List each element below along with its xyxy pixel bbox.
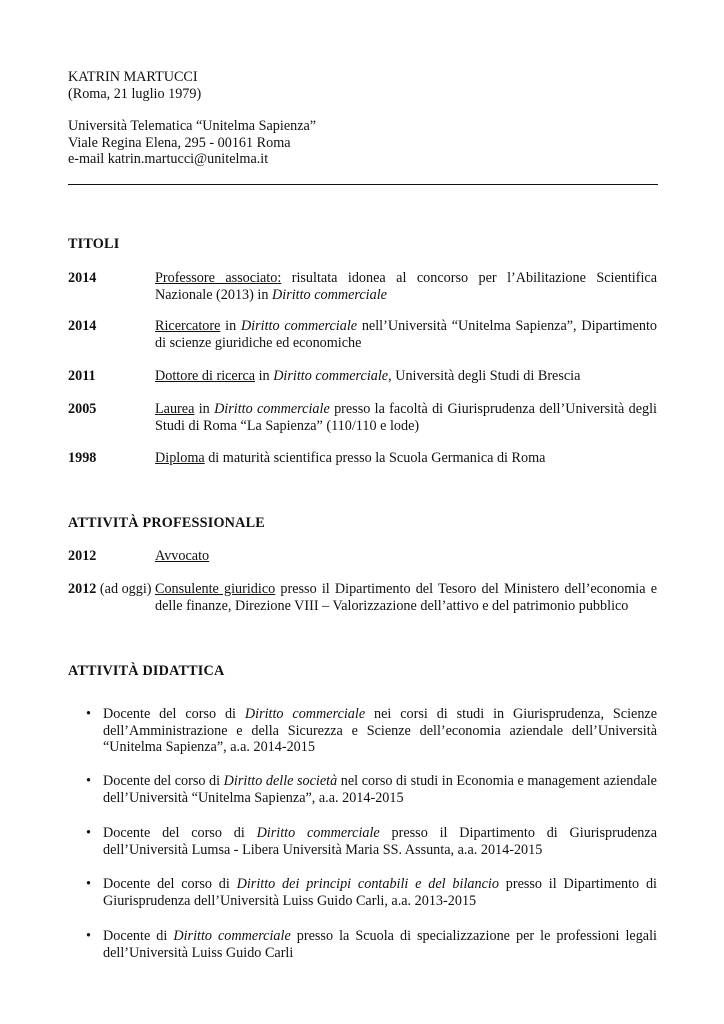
entry-description: Dottore di ricerca in Diritto commerciale, Università degli Studi di Brescia xyxy=(155,368,581,384)
entry-year-note: (ad oggi) xyxy=(96,581,152,597)
bullet-icon: • xyxy=(86,928,91,944)
entry-subject: Diritto commerciale xyxy=(272,286,387,303)
teaching-item-text: Docente del corso di Diritto dei principi contabili e del bilancio presso il Dipartimento di Giurisprudenza dell’Università Luiss Guido Carli, a.a. 2013-2015 xyxy=(103,876,657,909)
professional-entry xyxy=(68,581,657,614)
titoli-entry xyxy=(68,450,657,467)
course-name: Diritto commerciale xyxy=(244,706,366,722)
section-title-attivita-professionale: ATTIVITÀ PROFESSIONALE xyxy=(68,515,265,531)
course-name: Diritto commerciale xyxy=(173,928,291,944)
course-name: Diritto dei principi contabili e del bilancio xyxy=(236,876,499,892)
email-line: e-mail katrin.martucci@unitelma.it xyxy=(68,151,269,167)
titoli-entry xyxy=(68,401,657,434)
teaching-list-item xyxy=(68,876,657,909)
section-title-attivita-didattica: ATTIVITÀ DIDATTICA xyxy=(68,663,225,679)
entry-role: Dottore di ricerca xyxy=(155,368,256,384)
entry-description: Diploma di maturità scientifica presso la Scuola Germanica di Roma xyxy=(155,450,546,466)
person-name: KATRIN MARTUCCI xyxy=(68,69,198,85)
entry-subject: Diritto commerciale xyxy=(273,368,389,384)
section-title-titoli: TITOLI xyxy=(68,236,120,252)
entry-year: 2005 xyxy=(68,401,97,417)
entry-subject: Diritto commerciale xyxy=(214,401,330,417)
entry-description xyxy=(155,548,657,565)
teaching-item-text: Docente di Diritto commerciale presso la Scuola di specializzazione per le professioni legali dell’Università Luiss Guido Carli xyxy=(103,928,657,961)
entry-year: 2012 (ad oggi) xyxy=(68,581,152,597)
entry-year: 1998 xyxy=(68,450,97,466)
professional-entry xyxy=(68,548,657,565)
entry-role: Avvocato xyxy=(155,548,210,564)
titoli-entry xyxy=(68,270,657,303)
cv-header xyxy=(68,69,658,168)
teaching-list-item xyxy=(68,706,657,756)
entry-role: Professore associato: xyxy=(155,270,282,286)
bullet-icon: • xyxy=(86,773,91,789)
bullet-icon: • xyxy=(86,876,91,892)
entry-description: Consulente giuridico presso il Dipartimento del Tesoro del Ministero dell’economia e delle finanze, Direzione VIII – Valorizzazione dell’attivo e del patrimonio pubblico xyxy=(155,581,657,614)
entry-role: Laurea xyxy=(155,401,195,417)
entry-subject: Diritto commerciale xyxy=(240,318,358,334)
entry-year: 2014 xyxy=(68,318,97,334)
teaching-list-item xyxy=(68,825,657,858)
titoli-entry xyxy=(68,368,657,385)
birth-info: (Roma, 21 luglio 1979) xyxy=(68,85,202,102)
teaching-list-item xyxy=(68,773,657,806)
teaching-item-text: Docente del corso di Diritto delle società nel corso di studi in Economia e management aziendale dell’Università “Unitelma Sapienza”, a.a. 2014-2015 xyxy=(103,773,657,806)
bullet-icon: • xyxy=(86,825,91,841)
entry-year: 2011 xyxy=(68,368,96,384)
entry-year: 2012 xyxy=(68,548,97,564)
entry-description: Laurea in Diritto commerciale presso la facoltà di Giurisprudenza dell’Università degli Studi di Roma “La Sapienza” (110/110 e lode) xyxy=(155,401,657,434)
bullet-icon: • xyxy=(86,706,91,722)
entry-description: Professore associato: risultata idonea al concorso per l’Abilitazione Scientifica Nazionale (2013) in Diritto commerciale xyxy=(155,270,657,303)
header-divider xyxy=(68,184,658,185)
teaching-list-item xyxy=(68,928,657,961)
entry-year: 2014 xyxy=(68,270,97,286)
entry-role: Diploma xyxy=(155,450,205,466)
teaching-item-text: Docente del corso di Diritto commerciale nei corsi di studi in Giurisprudenza, Scienze dell’Amministrazione e della Sicurezza e Scienze dell’economia aziendale dell’Università “Unitelma Sapienza”, a.a. 2014-2015 xyxy=(103,706,658,755)
entry-role: Consulente giuridico xyxy=(155,581,276,597)
university-address: Viale Regina Elena, 295 - 00161 Roma xyxy=(68,134,291,151)
entry-description: Ricercatore in Diritto commerciale nell’Università “Unitelma Sapienza”, Dipartimento di scienze giuridiche ed economiche xyxy=(155,318,658,351)
course-name: Diritto commerciale xyxy=(256,825,380,841)
course-name: Diritto delle società xyxy=(223,773,338,789)
entry-role: Ricercatore xyxy=(155,318,221,334)
teaching-item-text: Docente del corso di Diritto commerciale presso il Dipartimento di Giurisprudenza dell’Università Lumsa - Libera Università Maria SS. Assunta, a.a. 2014-2015 xyxy=(103,825,657,858)
titoli-entry xyxy=(68,318,657,351)
university-name: Università Telematica “Unitelma Sapienza” xyxy=(68,118,317,134)
